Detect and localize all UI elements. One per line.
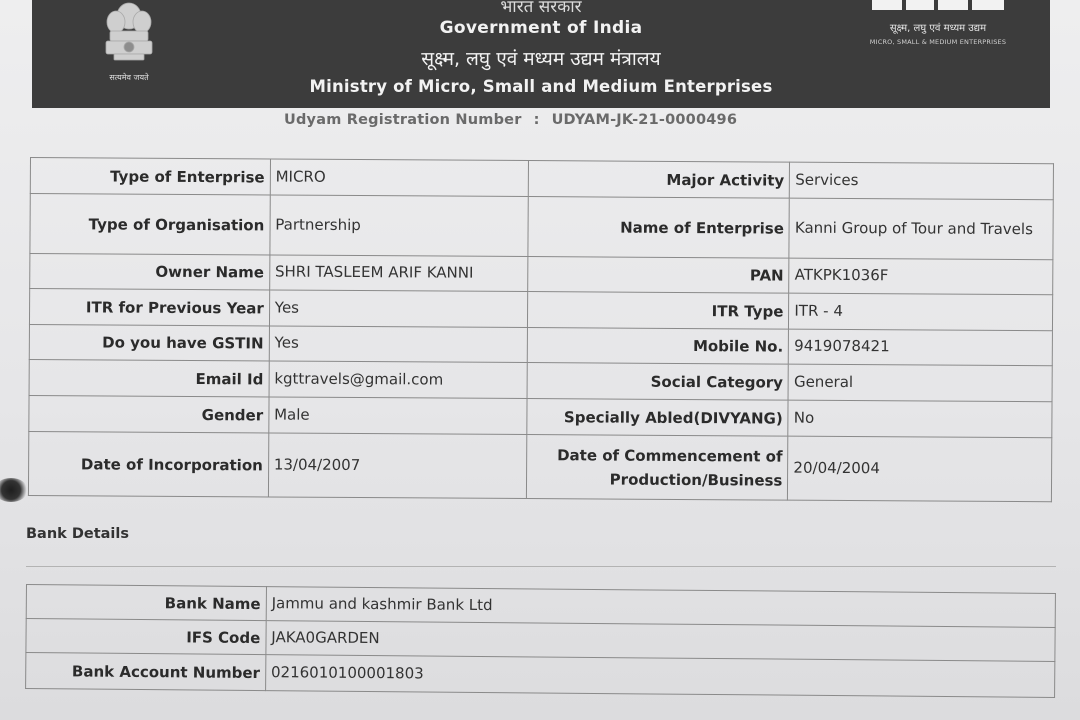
table-row (28, 431, 1051, 501)
table-row (30, 158, 1053, 200)
pan-label: PAN (527, 257, 789, 294)
type-of-enterprise-value: MICRO (270, 159, 528, 197)
mobile-value: 9419078421 (789, 329, 1053, 366)
pan-value: ATKPK1036F (789, 258, 1053, 295)
bank-account-number-label: Bank Account Number (26, 653, 266, 691)
ifs-code-value: JAKA0GARDEN (266, 621, 1055, 662)
table-row (30, 194, 1053, 260)
itr-previous-year-label: ITR for Previous Year (29, 289, 269, 326)
ifs-code-label: IFS Code (26, 619, 266, 655)
name-of-enterprise-label: Name of Enterprise (527, 197, 789, 259)
table-row (29, 395, 1052, 437)
registration-number: UDYAM-JK-21-0000496 (551, 112, 738, 128)
msme-logo-english-text: MICRO, SMALL & MEDIUM ENTERPRISES (869, 38, 1007, 46)
specially-abled-label: Specially Abled(DIVYANG) (526, 399, 788, 437)
gstin-value: Yes (269, 326, 527, 363)
udyam-registration-line (284, 112, 737, 128)
emblem-caption: सत्यमेव जयते (109, 73, 149, 82)
name-of-enterprise-value: Kanni Group of Tour and Travels (789, 198, 1053, 260)
social-category-value: General (788, 364, 1052, 402)
specially-abled-value: No (788, 400, 1052, 438)
bank-name-value: Jammu and kashmir Bank Ltd (266, 587, 1055, 628)
itr-type-value: ITR - 4 (789, 293, 1053, 331)
mobile-label: Mobile No. (527, 328, 789, 365)
government-title: Government of India (439, 18, 643, 38)
table-row (29, 289, 1052, 331)
bank-details-table (25, 584, 1056, 698)
table-row (29, 359, 1052, 401)
date-of-commencement-value: 20/04/2004 (788, 436, 1052, 502)
type-of-organisation-value: Partnership (270, 195, 528, 257)
social-category-label: Social Category (527, 363, 789, 401)
section-divider (26, 566, 1056, 567)
itr-previous-year-value: Yes (269, 290, 527, 328)
major-activity-value: Services (790, 162, 1054, 200)
msme-logo-mark-icon (872, 0, 1004, 14)
gstin-label: Do you have GSTIN (29, 324, 269, 360)
ministry-title: Ministry of Micro, Small and Medium Enterprises (309, 77, 773, 96)
hindi-government-title: भारत सरकार (500, 0, 582, 17)
hindi-ministry-title: सूक्ष्म, लघु एवं मध्यम उद्यम मंत्रालय (421, 48, 661, 70)
email-label: Email Id (29, 359, 269, 396)
itr-type-label: ITR Type (527, 292, 789, 330)
date-of-incorporation-label: Date of Incorporation (28, 431, 268, 496)
type-of-organisation-label: Type of Organisation (30, 194, 270, 255)
enterprise-details-table (28, 157, 1054, 502)
type-of-enterprise-label: Type of Enterprise (30, 158, 270, 195)
ink-smudge (0, 478, 28, 502)
gender-label: Gender (29, 395, 269, 432)
date-of-commencement-label: Date of Commencement of Production/Business (526, 435, 788, 501)
header-banner (32, 0, 1050, 108)
date-of-incorporation-value: 13/04/2007 (268, 433, 526, 499)
msme-logo-hindi-text: सूक्ष्म, लघु एवं मध्यम उद्यम (889, 23, 987, 34)
bank-details-heading: Bank Details (26, 526, 130, 542)
owner-name-label: Owner Name (30, 254, 270, 290)
owner-name-value: SHRI TASLEEM ARIF KANNI (269, 255, 527, 292)
bank-name-label: Bank Name (26, 585, 266, 621)
gender-value: Male (269, 397, 527, 435)
table-row (26, 653, 1055, 698)
registration-separator: : (533, 112, 540, 128)
bank-account-number-value: 0216010100001803 (265, 655, 1055, 698)
registration-label: Udyam Registration Number (284, 112, 522, 128)
msme-logo (858, 0, 1018, 50)
major-activity-label: Major Activity (528, 161, 790, 199)
email-value: kgttravels@gmail.com (269, 361, 527, 399)
